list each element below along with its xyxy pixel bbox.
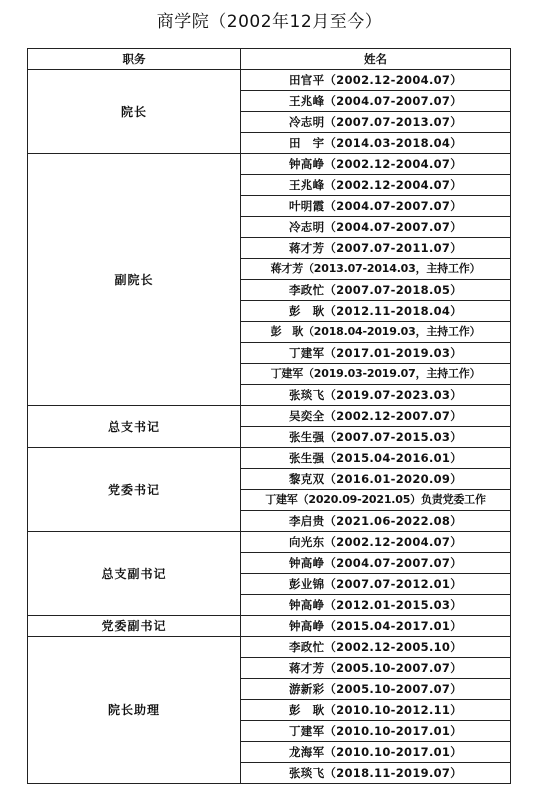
leadership-table [27,48,511,784]
name-cell: 张生强（2007.07-2015.03） [241,427,511,448]
name-cell: 蒋才芳（2005.10-2007.07） [241,658,511,679]
name-cell: 黎克双（2016.01-2020.09） [241,469,511,490]
name-cell: 丁建军（2017.01-2019.03） [241,343,511,364]
role-cell: 党委副书记 [28,616,241,637]
role-cell: 院长助理 [28,637,241,784]
role-cell: 总支副书记 [28,532,241,616]
name-cell: 向光东（2002.12-2004.07） [241,532,511,553]
role-cell: 总支书记 [28,406,241,448]
name-cell: 丁建军（2019.03-2019.07，主持工作） [241,364,511,385]
name-cell: 王兆峰（2002.12-2004.07） [241,175,511,196]
table-row [28,637,511,658]
name-cell: 张琰飞（2018.11-2019.07） [241,763,511,784]
name-cell: 王兆峰（2004.07-2007.07） [241,91,511,112]
role-cell: 院长 [28,70,241,154]
name-cell: 田 宇（2014.03-2018.04） [241,133,511,154]
name-cell: 李启贵（2021.06-2022.08） [241,511,511,532]
name-cell: 叶明霞（2004.07-2007.07） [241,196,511,217]
name-cell: 冷志明（2007.07-2013.07） [241,112,511,133]
table-row [28,448,511,469]
name-cell: 李政忙（2002.12-2005.10） [241,637,511,658]
name-cell: 张琰飞（2019.07-2023.03） [241,385,511,406]
column-header-role: 职务 [28,49,241,70]
name-cell: 钟高峥（2012.01-2015.03） [241,595,511,616]
name-cell: 丁建军（2010.10-2017.01） [241,721,511,742]
name-cell: 田官平（2002.12-2004.07） [241,70,511,91]
name-cell: 龙海军（2010.10-2017.01） [241,742,511,763]
name-cell: 钟高峥（2002.12-2004.07） [241,154,511,175]
name-cell: 李政忙（2007.07-2018.05） [241,280,511,301]
name-cell: 张生强（2015.04-2016.01） [241,448,511,469]
name-cell: 冷志明（2004.07-2007.07） [241,217,511,238]
name-cell: 游新彩（2005.10-2007.07） [241,679,511,700]
table-row [28,406,511,427]
table-row [28,616,511,637]
role-cell: 党委书记 [28,448,241,532]
table-body [28,70,511,784]
name-cell: 彭 耿（2012.11-2018.04） [241,301,511,322]
name-cell: 彭 耿（2018.04-2019.03，主持工作） [241,322,511,343]
column-header-name: 姓名 [241,49,511,70]
role-cell: 副院长 [28,154,241,406]
name-cell: 丁建军（2020.09-2021.05）负责党委工作 [241,490,511,511]
name-cell: 彭业锦（2007.07-2012.01） [241,574,511,595]
page-title: 商学院（2002年12月至今） [156,12,383,32]
table-row [28,70,511,91]
name-cell: 钟高峥（2004.07-2007.07） [241,553,511,574]
name-cell: 彭 耿（2010.10-2012.11） [241,700,511,721]
name-cell: 蒋才芳（2013.07-2014.03，主持工作） [241,259,511,280]
name-cell: 蒋才芳（2007.07-2011.07） [241,238,511,259]
name-cell: 钟高峥（2015.04-2017.01） [241,616,511,637]
table-row [28,154,511,175]
table-row [28,532,511,553]
table-header-row [28,49,511,70]
name-cell: 吴奕全（2002.12-2007.07） [241,406,511,427]
